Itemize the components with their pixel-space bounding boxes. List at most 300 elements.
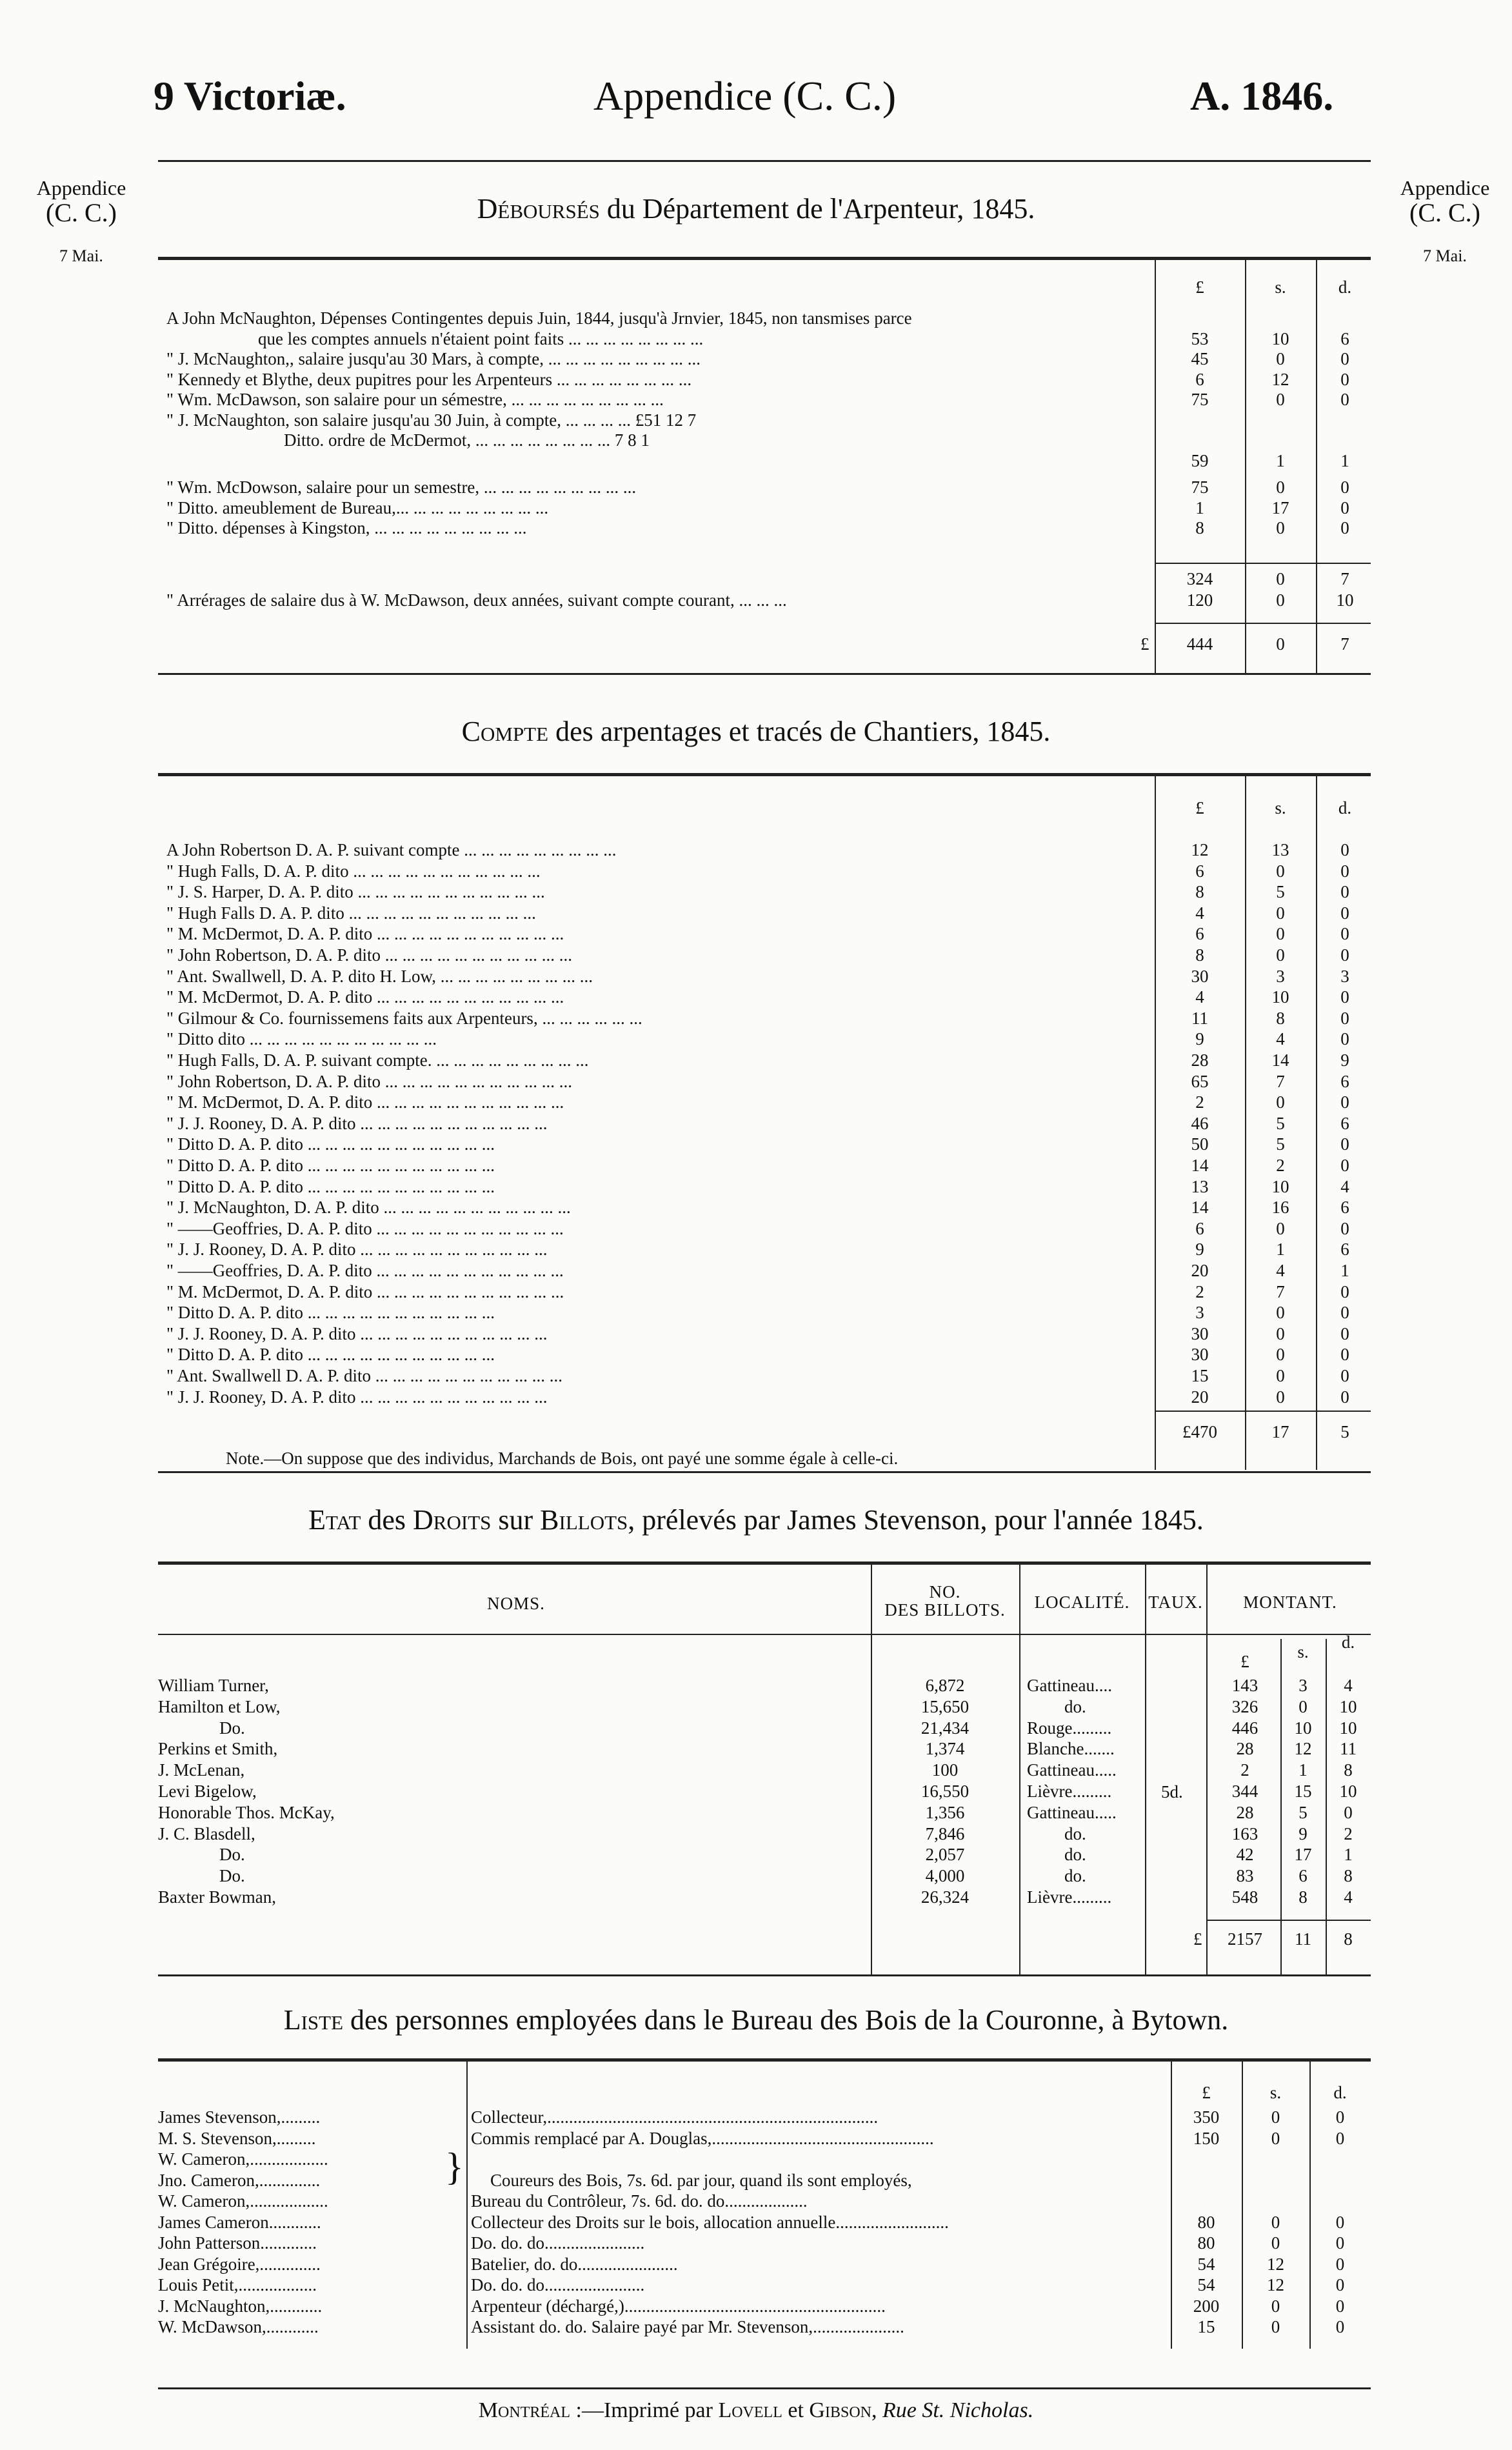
section1-row-text: que les comptes annuels n'étaient point faits ... ... ... ... ... ... ... ...	[258, 328, 704, 348]
section4-bottom-rule	[158, 2387, 1371, 2389]
section3-row-name: Levi Bigelow,	[158, 1782, 257, 1801]
section2-row-text: " Gilmour & Co. fournissemens faits aux Arpenteurs, ... ... ... ... ... ...	[166, 1008, 642, 1028]
footer-e: Gibson	[809, 2398, 871, 2422]
section3-total-mark: £	[1193, 1929, 1202, 1949]
section3-col-pounds: £	[1240, 1652, 1249, 1671]
section3-total-pounds: 2157	[1228, 1929, 1262, 1949]
section2-row-pounds: 14	[1191, 1156, 1209, 1175]
section2-row-text: " J. J. Rooney, D. A. P. dito ... ... ... ... ... ... ... ... ... ... ...	[166, 1323, 548, 1343]
section1-row-pence: 0	[1340, 477, 1349, 497]
section3-row-pounds: 28	[1236, 1739, 1254, 1759]
section3-row-pence: 10	[1339, 1718, 1357, 1738]
section1-row-pounds: 6	[1195, 369, 1204, 389]
header-center: Appendice (C. C.)	[593, 73, 897, 119]
section3-row-localite: Lièvre.........	[1027, 1782, 1112, 1801]
section2-col-line-1	[1155, 776, 1156, 1470]
section2-row-shillings: 7	[1276, 1071, 1285, 1091]
section1-row-pounds: 59	[1191, 450, 1209, 470]
section4-col-pence: d.	[1333, 2083, 1347, 2102]
section1-col-pounds: £	[1195, 277, 1204, 297]
section3-head-taux: TAUX.	[1148, 1592, 1203, 1612]
section2-bottom-rule	[158, 1471, 1371, 1473]
section2-row-pence: 0	[1340, 1218, 1349, 1238]
section3-title-f: , prélevés par James Stevenson, pour l'année 1845.	[628, 1504, 1204, 1536]
section1-title-b: du Département de l'Arpenteur, 1845.	[599, 193, 1035, 225]
section1-col-line-2	[1245, 260, 1246, 673]
section4-row-shillings: 12	[1267, 2254, 1284, 2274]
section2-total-rule	[1155, 1411, 1371, 1412]
section4-row-name: J. McNaughton,............	[158, 2296, 323, 2316]
section3-row-name: J. C. Blasdell,	[158, 1823, 255, 1843]
section3-head-no1: NO.	[929, 1582, 961, 1602]
section2-row-pounds: 28	[1191, 1050, 1209, 1070]
section4-row-name: James Cameron............	[158, 2212, 321, 2232]
section3-row-name: Do.	[219, 1845, 245, 1865]
section3-row-shillings: 17	[1294, 1845, 1312, 1865]
section4-row-name: Louis Petit,..................	[158, 2275, 317, 2294]
section3-bottom-rule	[158, 1974, 1371, 1976]
section1-row-pence: 0	[1340, 390, 1349, 409]
section4-row-role: Do. do. do.......................	[471, 2275, 645, 2294]
section2-row-shillings: 0	[1276, 1387, 1285, 1407]
section2-row-pounds: 3	[1195, 1303, 1204, 1323]
section2-row-text: " J. J. Rooney, D. A. P. dito ... ... ... ... ... ... ... ... ... ... ...	[166, 1113, 548, 1133]
section3-row-shillings: 6	[1298, 1866, 1308, 1886]
section2-row-shillings: 14	[1271, 1050, 1289, 1070]
section3-row-billots: 26,324	[920, 1887, 970, 1907]
section2-row-shillings: 8	[1276, 1008, 1285, 1028]
section1-row-text: " Wm. McDawson, son salaire pour un sémestre, ... ... ... ... ... ... ... ... ...	[166, 390, 664, 409]
section2-row-pounds: 6	[1195, 924, 1204, 944]
section4-row-pence: 0	[1335, 2317, 1345, 2336]
section2-row-pounds: 11	[1191, 1008, 1208, 1028]
section2-row-text: " M. McDermot, D. A. P. dito ... ... ... ... ... ... ... ... ... ... ...	[166, 1281, 564, 1301]
section3-row-localite: do.	[1064, 1845, 1086, 1865]
section3-row-pounds: 163	[1231, 1823, 1258, 1843]
footer-imprint	[0, 2398, 1512, 2423]
section1-subtotal-pence: 7	[1340, 569, 1349, 588]
section1-row-text: " J. McNaughton,, salaire jusqu'au 30 Mars, à compte, ... ... ... ... ... ... ... ... ...	[166, 349, 701, 368]
section2-row-pence: 0	[1340, 882, 1349, 902]
section4-row-pounds: 54	[1197, 2254, 1215, 2274]
section3-total-rule	[1206, 1920, 1371, 1921]
section4-row-role: Collecteur des Droits sur le bois, allocation annuelle..........................	[471, 2212, 949, 2232]
section2-row-text: " J. J. Rooney, D. A. P. dito ... ... ... ... ... ... ... ... ... ... ...	[166, 1240, 548, 1260]
section3-title-c: Droits	[413, 1504, 492, 1536]
section4-row-pence: 0	[1335, 2128, 1345, 2148]
section2-row-pounds: 6	[1195, 1218, 1204, 1238]
section4-row-pence: 0	[1335, 2212, 1345, 2232]
section3-col-shillings: s.	[1297, 1642, 1309, 1662]
section3-row-pence: 10	[1339, 1782, 1357, 1801]
section1-row-shillings: 0	[1276, 390, 1285, 409]
section3-row-pounds: 143	[1231, 1676, 1258, 1695]
brace-icon: }	[445, 2145, 464, 2188]
section3-table-rule	[158, 1561, 1371, 1565]
section2-row-shillings: 0	[1276, 861, 1285, 881]
section2-col-line-2	[1245, 776, 1246, 1470]
section2-title-b: des arpentages et tracés de Chantiers, 1845.	[548, 716, 1051, 747]
section3-row-name: Do.	[219, 1866, 245, 1886]
section2-table-rule	[158, 773, 1371, 776]
section4-row-name: W. McDawson,............	[158, 2317, 319, 2336]
section2-total-pounds: £470	[1182, 1422, 1217, 1441]
section4-row-pounds: 150	[1193, 2128, 1220, 2148]
section4-table-rule	[158, 2058, 1371, 2062]
section3-head-no2: DES BILLOTS.	[884, 1600, 1006, 1620]
section2-row-text: " Ditto D. A. P. dito ... ... ... ... ... ... ... ... ... ... ...	[166, 1176, 495, 1196]
section3-row-shillings: 1	[1298, 1760, 1308, 1780]
section3-row-localite: Lièvre.........	[1027, 1887, 1112, 1907]
section2-row-shillings: 0	[1276, 1092, 1285, 1112]
section2-row-text: " J. J. Rooney, D. A. P. dito ... ... ... ... ... ... ... ... ... ... ...	[166, 1387, 548, 1407]
section2-row-text: " M. McDermot, D. A. P. dito ... ... ... ... ... ... ... ... ... ... ...	[166, 924, 564, 944]
section2-row-pounds: 14	[1191, 1198, 1209, 1218]
section3-head-rule	[158, 1634, 1371, 1635]
section2-row-shillings: 7	[1276, 1281, 1285, 1301]
section2-row-pence: 0	[1340, 1387, 1349, 1407]
section1-row-text: " Kennedy et Blythe, deux pupitres pour les Arpenteurs ... ... ... ... ... ... ... ...	[166, 369, 692, 389]
section1-subtotal-rule	[1155, 563, 1371, 564]
section4-col-line-2	[1171, 2062, 1172, 2349]
section3-row-name: Honorable Thos. McKay,	[158, 1802, 335, 1822]
section4-row-pounds: 350	[1193, 2107, 1220, 2127]
section2-row-shillings: 10	[1271, 1176, 1289, 1196]
section3-row-shillings: 10	[1294, 1718, 1312, 1738]
section2-row-pence: 0	[1340, 1281, 1349, 1301]
section1-row-text: " J. McNaughton, son salaire jusqu'au 30 Juin, à compte, ... ... ... ... £51 12 7	[166, 410, 697, 430]
section1-row-text: Ditto. ordre de McDermot, ... ... ... ... ... ... ... ... 7 8 1	[284, 430, 650, 450]
section2-row-pounds: 4	[1195, 987, 1204, 1007]
section2-row-pence: 0	[1340, 924, 1349, 944]
section4-row-shillings: 0	[1271, 2107, 1280, 2127]
section2-row-shillings: 0	[1276, 945, 1285, 965]
section3-row-pounds: 42	[1236, 1845, 1254, 1865]
section3-row-pence: 8	[1344, 1760, 1353, 1780]
section2-row-text: " ——Geoffries, D. A. P. dito ... ... ... ... ... ... ... ... ... ... ...	[166, 1261, 564, 1280]
section3-col-line-6	[1326, 1639, 1327, 1974]
section4-row-role: Batelier, do. do.......................	[471, 2254, 678, 2274]
section2-row-text: " Ant. Swallwell D. A. P. dito ... ... ... ... ... ... ... ... ... ... ...	[166, 1366, 563, 1385]
section2-row-pence: 0	[1340, 987, 1349, 1007]
section2-row-shillings: 13	[1271, 840, 1289, 859]
section2-note: Note.—On suppose que des individus, Marchands de Bois, ont payé une somme égale à celle-ci.	[226, 1449, 899, 1468]
section4-title	[0, 2003, 1512, 2036]
section2-row-pence: 1	[1340, 1261, 1349, 1280]
section2-row-pence: 0	[1340, 1303, 1349, 1323]
section2-row-pounds: 30	[1191, 966, 1209, 986]
section3-row-name: Baxter Bowman,	[158, 1887, 276, 1907]
section3-row-localite: Gattineau.....	[1027, 1760, 1117, 1780]
section3-row-shillings: 0	[1298, 1696, 1308, 1716]
section2-row-text: " Hugh Falls, D. A. P. suivant compte. ... ... ... ... ... ... ... ... ...	[166, 1050, 589, 1070]
section4-row-shillings: 0	[1271, 2317, 1280, 2336]
section3-row-localite: Gattineau.....	[1027, 1802, 1117, 1822]
section2-col-pence: d.	[1338, 798, 1352, 818]
section2-row-pounds: 4	[1195, 903, 1204, 923]
section1-row-shillings: 1	[1276, 450, 1285, 470]
section3-row-billots: 100	[931, 1760, 959, 1780]
section2-row-pounds: 50	[1191, 1134, 1209, 1154]
section2-row-shillings: 5	[1276, 882, 1285, 902]
section2-total-shillings: 17	[1271, 1422, 1289, 1441]
section3-row-billots: 1,356	[925, 1802, 965, 1822]
section2-row-pounds: 6	[1195, 861, 1204, 881]
section1-row-pence: 0	[1340, 518, 1349, 537]
section3-head-montant: MONTANT.	[1243, 1592, 1337, 1612]
section3-row-billots: 7,846	[925, 1823, 965, 1843]
section1-row-text: A John McNaughton, Dépenses Contingentes depuis Juin, 1844, jusqu'à Jrnvier, 1845, non tansmises parce	[166, 308, 912, 328]
section2-row-shillings: 0	[1276, 1218, 1285, 1238]
section3-row-name: J. McLenan,	[158, 1760, 245, 1780]
section3-title-b: des	[361, 1504, 413, 1536]
section3-row-billots: 4,000	[925, 1866, 965, 1886]
section3-title-a: Etat	[308, 1504, 361, 1536]
side-left-line3: 7 Mai.	[59, 246, 103, 265]
section3-row-localite: Rouge.........	[1027, 1718, 1112, 1738]
section2-row-shillings: 0	[1276, 924, 1285, 944]
section3-col-line-1	[871, 1565, 872, 1974]
section1-row-pence: 6	[1340, 328, 1349, 348]
section1-arrears-shillings: 0	[1276, 590, 1285, 610]
section3-row-billots: 6,872	[925, 1676, 965, 1695]
section2-row-shillings: 0	[1276, 1303, 1285, 1323]
section2-col-shillings: s.	[1275, 798, 1286, 818]
section2-row-pounds: 2	[1195, 1092, 1204, 1112]
section2-row-pounds: 65	[1191, 1071, 1209, 1091]
section3-row-pence: 8	[1344, 1866, 1353, 1886]
section2-row-shillings: 5	[1276, 1113, 1285, 1133]
section4-col-line-1	[466, 2062, 468, 2349]
section2-row-pence: 6	[1340, 1113, 1349, 1133]
section1-row-text: " Ditto. dépenses à Kingston, ... ... ... ... ... ... ... ... ...	[166, 518, 527, 537]
section1-subtotal-shillings: 0	[1276, 569, 1285, 588]
section4-row-name: James Stevenson,.........	[158, 2107, 321, 2127]
section1-col-line-1	[1155, 260, 1156, 673]
section1-total-mark: £	[1140, 634, 1149, 654]
section4-row-pence: 0	[1335, 2296, 1345, 2316]
footer-d: et	[782, 2398, 810, 2422]
section1-row-shillings: 17	[1271, 497, 1289, 517]
section2-row-pence: 0	[1340, 1008, 1349, 1028]
section2-row-text: " J. S. Harper, D. A. P. dito ... ... ... ... ... ... ... ... ... ... ...	[166, 882, 545, 902]
section4-row-shillings: 0	[1271, 2128, 1280, 2148]
section3-head-localite: LOCALITÉ.	[1034, 1592, 1130, 1612]
section3-row-shillings: 8	[1298, 1887, 1308, 1907]
section3-col-line-5	[1280, 1639, 1282, 1974]
section4-row-name: M. S. Stevenson,.........	[158, 2128, 316, 2148]
section2-row-pence: 3	[1340, 966, 1349, 986]
header-right: A. 1846.	[1190, 73, 1334, 119]
section2-row-shillings: 4	[1276, 1261, 1285, 1280]
section2-row-pounds: 30	[1191, 1345, 1209, 1365]
section1-arrears-text: " Arrérages de salaire dus à W. McDawson, deux années, suivant compte courant, ... ... ...	[166, 590, 787, 610]
section4-row-name: Jno. Cameron,..............	[158, 2170, 321, 2190]
section3-row-name: William Turner,	[158, 1676, 269, 1695]
section2-row-pence: 0	[1340, 1323, 1349, 1343]
section2-row-shillings: 16	[1271, 1198, 1289, 1218]
section2-row-pounds: 13	[1191, 1176, 1209, 1196]
section4-row-pence: 0	[1335, 2254, 1345, 2274]
section2-row-shillings: 0	[1276, 903, 1285, 923]
section2-title	[0, 715, 1512, 748]
section2-row-pounds: 30	[1191, 1323, 1209, 1343]
section3-row-shillings: 9	[1298, 1823, 1308, 1843]
section2-row-pounds: 46	[1191, 1113, 1209, 1133]
section2-row-text: " Hugh Falls, D. A. P. dito ... ... ... ... ... ... ... ... ... ... ...	[166, 861, 541, 881]
section2-row-shillings: 5	[1276, 1134, 1285, 1154]
section2-row-pounds: 9	[1195, 1029, 1204, 1049]
section3-col-pence: d.	[1341, 1632, 1355, 1652]
section4-title-a: Liste	[283, 2004, 344, 2036]
section3-row-localite: do.	[1064, 1823, 1086, 1843]
section1-row-pence: 1	[1340, 450, 1349, 470]
section1-row-pounds: 1	[1195, 497, 1204, 517]
section4-row-role: Coureurs des Bois, 7s. 6d. par jour, quand ils sont employés,	[490, 2170, 912, 2190]
section4-row-pounds: 200	[1193, 2296, 1220, 2316]
section1-row-pence: 0	[1340, 497, 1349, 517]
section4-col-line-4	[1309, 2062, 1311, 2349]
section3-row-name: Hamilton et Low,	[158, 1696, 281, 1716]
section1-row-shillings: 12	[1271, 369, 1289, 389]
section3-row-shillings: 3	[1298, 1676, 1308, 1695]
section4-row-role: Assistant do. do. Salaire payé par Mr. Stevenson,.....................	[471, 2317, 904, 2336]
section2-row-text: " Ditto D. A. P. dito ... ... ... ... ... ... ... ... ... ... ...	[166, 1156, 495, 1175]
section2-row-pence: 0	[1340, 903, 1349, 923]
section2-row-text: " John Robertson, D. A. P. dito ... ... ... ... ... ... ... ... ... ... ...	[166, 1071, 573, 1091]
section3-col-line-4	[1206, 1565, 1208, 1974]
section1-col-pence: d.	[1338, 277, 1352, 297]
section3-row-name: Perkins et Smith,	[158, 1739, 278, 1759]
section1-col-line-3	[1316, 260, 1317, 673]
section2-row-pounds: 9	[1195, 1240, 1204, 1260]
section2-row-pence: 6	[1340, 1198, 1349, 1218]
footer-b: :—Imprimé par	[570, 2398, 719, 2422]
section1-row-text: " Ditto. ameublement de Bureau,... ... ... ... ... ... ... ... ...	[166, 497, 549, 517]
section4-row-pence: 0	[1335, 2233, 1345, 2253]
section1-row-pounds: 75	[1191, 390, 1209, 409]
section1-total-pounds: 444	[1186, 634, 1213, 654]
section1-row-text: " Wm. McDowson, salaire pour un semestre, ... ... ... ... ... ... ... ... ...	[166, 477, 637, 497]
section4-col-pounds: £	[1202, 2083, 1211, 2102]
section2-row-shillings: 0	[1276, 1323, 1285, 1343]
section3-row-pence: 0	[1344, 1802, 1353, 1822]
section2-row-text: " John Robertson, D. A. P. dito ... ... ... ... ... ... ... ... ... ... ...	[166, 945, 573, 965]
section3-row-shillings: 12	[1294, 1739, 1312, 1759]
section2-row-text: " Ditto D. A. P. dito ... ... ... ... ... ... ... ... ... ... ...	[166, 1345, 495, 1365]
section1-total-shillings: 0	[1276, 634, 1285, 654]
section3-row-pounds: 2	[1240, 1760, 1249, 1780]
section1-row-pounds: 45	[1191, 349, 1209, 368]
section3-row-shillings: 5	[1298, 1802, 1308, 1822]
section1-row-shillings: 0	[1276, 477, 1285, 497]
section1-row-pence: 0	[1340, 369, 1349, 389]
section1-bottom-rule	[158, 673, 1371, 675]
section4-row-name: W. Cameron,..................	[158, 2149, 328, 2169]
section4-row-shillings: 12	[1267, 2275, 1284, 2294]
section2-row-pence: 0	[1340, 1092, 1349, 1112]
section3-row-billots: 2,057	[925, 1845, 965, 1865]
section2-row-pounds: 8	[1195, 882, 1204, 902]
section3-row-shillings: 15	[1294, 1782, 1312, 1801]
section4-title-b: des personnes employées dans le Bureau des Bois de la Couronne, à Bytown.	[343, 2004, 1229, 2036]
section3-row-name: Do.	[219, 1718, 245, 1738]
section2-row-shillings: 4	[1276, 1029, 1285, 1049]
section2-col-pounds: £	[1195, 798, 1204, 818]
section3-taux-value: 5d.	[1161, 1782, 1183, 1802]
section4-row-pounds: 80	[1197, 2212, 1215, 2232]
footer-g: Rue St. Nicholas.	[882, 2398, 1034, 2422]
section2-row-text: " M. McDermot, D. A. P. dito ... ... ... ... ... ... ... ... ... ... ...	[166, 987, 564, 1007]
section1-title	[0, 192, 1512, 225]
section3-row-billots: 16,550	[920, 1782, 970, 1801]
section3-row-pence: 10	[1339, 1696, 1357, 1716]
section4-row-name: W. Cameron,..................	[158, 2191, 328, 2211]
side-left-line1: Appendice	[36, 176, 126, 199]
section4-col-shillings: s.	[1269, 2083, 1282, 2102]
section4-row-shillings: 0	[1271, 2212, 1280, 2232]
section3-row-billots: 15,650	[920, 1696, 970, 1716]
section2-col-line-3	[1316, 776, 1317, 1470]
section4-row-shillings: 0	[1271, 2296, 1280, 2316]
section3-row-pence: 4	[1344, 1676, 1353, 1695]
section4-col-line-3	[1242, 2062, 1243, 2349]
section3-row-localite: Blanche.......	[1027, 1739, 1115, 1759]
section1-row-shillings: 0	[1276, 349, 1285, 368]
section2-row-pence: 0	[1340, 1366, 1349, 1385]
footer-c: Lovell	[718, 2398, 782, 2422]
section3-row-pounds: 28	[1236, 1802, 1254, 1822]
section1-arrears-pounds: 120	[1186, 590, 1213, 610]
section1-total-rule	[1155, 623, 1371, 624]
section2-row-text: " Hugh Falls D. A. P. dito ... ... ... ... ... ... ... ... ... ... ...	[166, 903, 536, 923]
section2-row-text: " ——Geoffries, D. A. P. dito ... ... ... ... ... ... ... ... ... ... ...	[166, 1218, 564, 1238]
section2-row-text: A John Robertson D. A. P. suivant compte ... ... ... ... ... ... ... ... ...	[166, 840, 617, 859]
section3-row-localite: do.	[1064, 1696, 1086, 1716]
section2-row-shillings: 0	[1276, 1345, 1285, 1365]
section3-row-pounds: 326	[1231, 1696, 1258, 1716]
section2-row-pence: 6	[1340, 1240, 1349, 1260]
section4-row-shillings: 0	[1271, 2233, 1280, 2253]
section4-row-role: Arpenteur (déchargé,)............................................................	[471, 2296, 886, 2316]
section2-row-pounds: 8	[1195, 945, 1204, 965]
section4-row-pounds: 80	[1197, 2233, 1215, 2253]
section1-top-rule	[158, 160, 1371, 162]
section4-row-name: Jean Grégoire,..............	[158, 2254, 321, 2274]
section3-col-line-2	[1019, 1565, 1020, 1974]
section4-row-role: Bureau du Contrôleur, 7s. 6d. do. do...................	[471, 2191, 808, 2211]
section1-row-shillings: 10	[1271, 328, 1289, 348]
section1-table-rule	[158, 257, 1371, 260]
section3-total-pence: 8	[1344, 1929, 1353, 1949]
section3-total-shillings: 11	[1295, 1929, 1311, 1949]
section1-row-pounds: 75	[1191, 477, 1209, 497]
section3-row-pounds: 548	[1231, 1887, 1258, 1907]
section2-row-pounds: 20	[1191, 1261, 1209, 1280]
section2-row-pence: 0	[1340, 1156, 1349, 1175]
side-right-line2: (C. C.)	[1409, 198, 1480, 227]
section3-row-pounds: 446	[1231, 1718, 1258, 1738]
section3-row-billots: 1,374	[925, 1739, 965, 1759]
footer-a: Montréal	[478, 2398, 571, 2422]
section3-row-billots: 21,434	[920, 1718, 970, 1738]
section1-arrears-pence: 10	[1336, 590, 1354, 610]
section2-row-pence: 0	[1340, 1345, 1349, 1365]
section3-row-pence: 4	[1344, 1887, 1353, 1907]
section1-row-pounds: 8	[1195, 518, 1204, 537]
section4-row-name: John Patterson.............	[158, 2233, 317, 2253]
section2-row-text: " Ditto dito ... ... ... ... ... ... ... ... ... ... ...	[166, 1029, 437, 1049]
